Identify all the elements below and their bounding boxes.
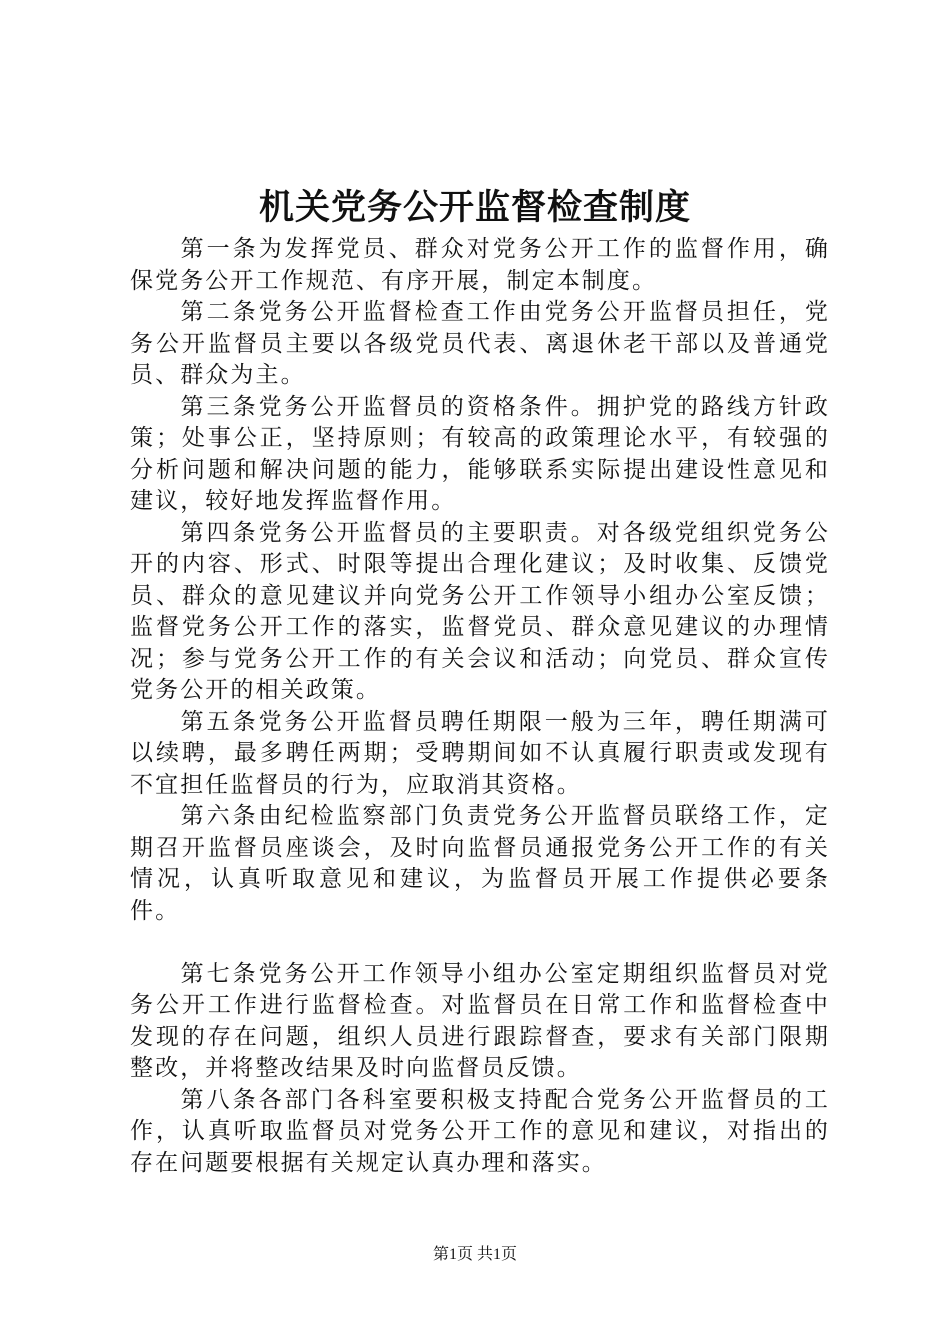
article-4-paragraph: 第四条党务公开监督员的主要职责。对各级党组织党务公开的内容、形式、时限等提出合理化建议；及时收集、反馈党员、群众的意见建议并向党务公开工作领导小组办公室反馈；监督党务公开工作的落实，监督党员、群众意见建议的办理情况；参与党务公开工作的有关会议和活动；向党员、群众宣传党务公开的相关政策。 bbox=[130, 519, 830, 703]
article-8-paragraph: 第八条各部门各科室要积极支持配合党务公开监督员的工作，认真听取监督员对党务公开工作的意见和建议，对指出的存在问题要根据有关规定认真办理和落实。 bbox=[130, 1086, 830, 1176]
document-title: 机关党务公开监督检查制度 bbox=[258, 187, 691, 228]
article-6-paragraph: 第六条由纪检监察部门负责党务公开监督员联络工作，定期召开监督员座谈会，及时向监督员通报党务公开工作的有关情况，认真听取意见和建议，为监督员开展工作提供必要条件。 bbox=[130, 803, 830, 924]
article-1-paragraph: 第一条为发挥党员、群众对党务公开工作的监督作用，确保党务公开工作规范、有序开展，制定本制度。 bbox=[130, 236, 830, 294]
article-2-paragraph: 第二条党务公开监督检查工作由党务公开监督员担任，党务公开监督员主要以各级党员代表、离退休老干部以及普通党员、群众为主。 bbox=[130, 299, 830, 388]
article-3-paragraph: 第三条党务公开监督员的资格条件。拥护党的路线方针政策；处事公正，坚持原则；有较高的政策理论水平，有较强的分析问题和解决问题的能力，能够联系实际提出建设性意见和建议，较好地发挥监督作用。 bbox=[130, 393, 830, 514]
document-body bbox=[130, 234, 830, 1179]
article-7-paragraph: 第七条党务公开工作领导小组办公室定期组织监督员对党务公开工作进行监督检查。对监督员在日常工作和监督检查中发现的存在问题，组织人员进行跟踪督查，要求有关部门限期整改，并将整改结果及时向监督员反馈。 bbox=[130, 960, 830, 1081]
article-5-paragraph: 第五条党务公开监督员聘任期限一般为三年，聘任期满可以续聘，最多聘任两期；受聘期间如不认真履行职责或发现有不宜担任监督员的行为，应取消其资格。 bbox=[130, 708, 830, 798]
page-number-footer: 第1页 共1页 bbox=[432, 1246, 517, 1263]
